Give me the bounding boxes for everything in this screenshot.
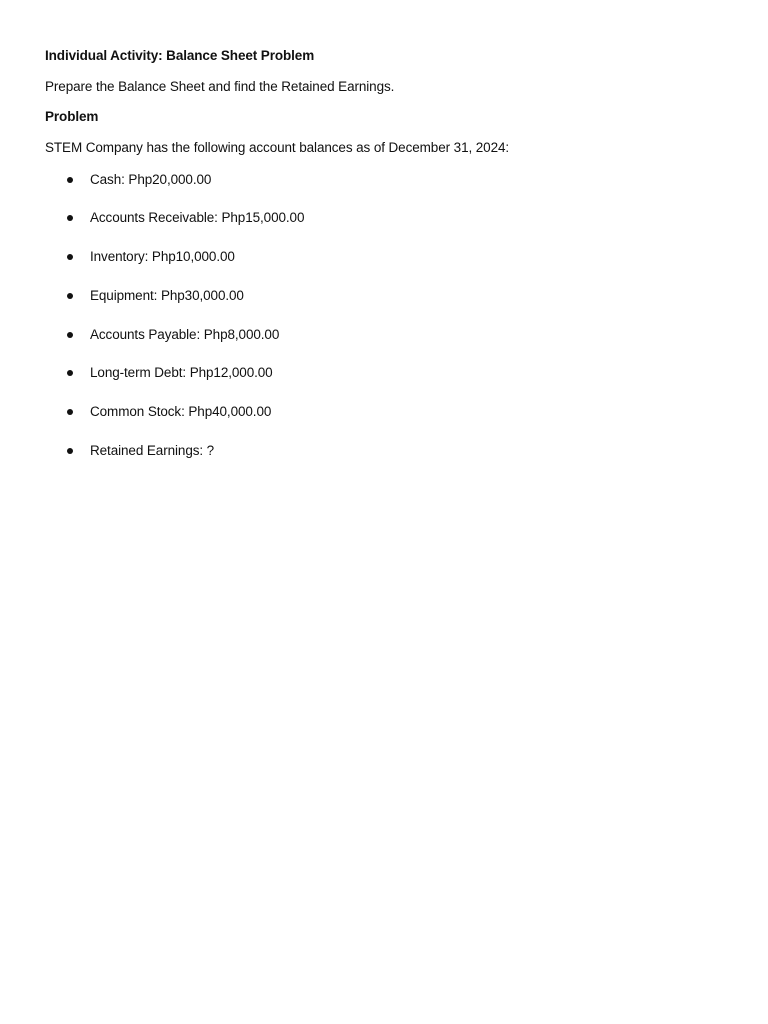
bullet-icon	[67, 332, 73, 338]
account-long-term-debt: Long-term Debt: Php12,000.00	[90, 365, 273, 380]
list-item	[0, 209, 500, 227]
bullet-icon	[67, 293, 73, 299]
bullet-icon	[67, 254, 73, 260]
bullet-icon	[67, 409, 73, 415]
list-item	[0, 326, 500, 344]
account-inventory: Inventory: Php10,000.00	[90, 249, 235, 264]
account-accounts-receivable: Accounts Receivable: Php15,000.00	[90, 210, 305, 225]
list-item	[0, 442, 500, 460]
list-item	[0, 248, 500, 266]
instruction-text: Prepare the Balance Sheet and find the Retained Earnings.	[45, 79, 395, 94]
bullet-icon	[67, 177, 73, 183]
list-item	[0, 403, 500, 421]
problem-intro-text: STEM Company has the following account balances as of December 31, 2024:	[45, 140, 510, 155]
account-cash: Cash: Php20,000.00	[90, 172, 212, 187]
bullet-icon	[67, 370, 73, 376]
account-retained-earnings: Retained Earnings: ?	[90, 443, 215, 458]
list-item	[0, 171, 500, 189]
account-common-stock: Common Stock: Php40,000.00	[90, 404, 272, 419]
account-accounts-payable: Accounts Payable: Php8,000.00	[90, 327, 280, 342]
bullet-icon	[67, 215, 73, 221]
account-equipment: Equipment: Php30,000.00	[90, 288, 244, 303]
list-item	[0, 364, 500, 382]
document-title: Individual Activity: Balance Sheet Problem	[45, 48, 315, 63]
problem-heading: Problem	[45, 109, 99, 124]
list-item	[0, 287, 500, 305]
bullet-icon	[67, 448, 73, 454]
